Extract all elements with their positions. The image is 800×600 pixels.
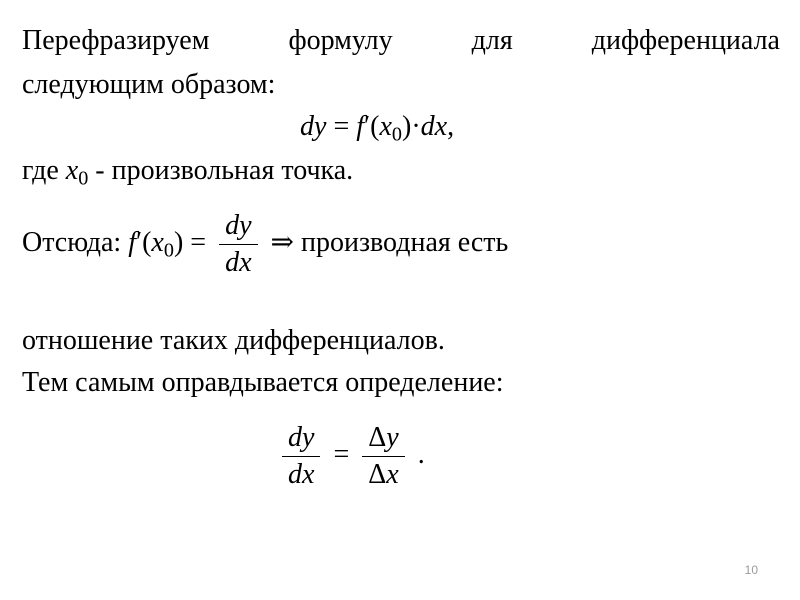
hence-subscript: 0 <box>163 239 174 262</box>
hence-x: x <box>151 226 164 258</box>
implies-icon: ⇒ <box>270 226 294 258</box>
formula-comma: , <box>447 111 455 142</box>
where-subscript: 0 <box>78 167 89 190</box>
intro-word: формулу <box>288 25 393 56</box>
formula-lparen: ( <box>370 111 380 142</box>
right-denominator <box>362 457 404 493</box>
hence-rparen: ) <box>173 226 184 258</box>
fraction-denominator: dx <box>225 247 252 278</box>
hence-prefix: Отсюда: <box>22 226 129 258</box>
formula-subscript: 0 <box>391 123 402 146</box>
where-x: x <box>65 155 79 186</box>
formula-f: f <box>356 111 365 142</box>
formula-equals: = <box>333 111 350 142</box>
definition-formula <box>276 420 425 493</box>
delta-icon: Δ <box>368 422 387 453</box>
differential-formula <box>300 110 454 144</box>
right-denominator-var: x <box>386 459 399 490</box>
hence-f: f <box>128 226 136 258</box>
where-suffix: - произвольная точка. <box>88 155 354 186</box>
intro-word: Перефразируем <box>22 25 210 56</box>
intro-line-1 <box>22 24 780 58</box>
definition-line: Тем самым оправдывается определение: <box>22 367 504 398</box>
hence-prime: ′ <box>135 226 143 258</box>
right-fraction <box>362 420 404 493</box>
ratio-line: отношение таких дифференциалов. <box>22 325 445 356</box>
right-numerator <box>362 420 404 456</box>
formula-dx: dx <box>420 111 448 142</box>
formula-dot: · <box>411 111 421 142</box>
left-denominator: dx <box>288 459 315 490</box>
formula-dy: dy <box>300 111 327 142</box>
where-line <box>22 154 353 188</box>
fraction-numerator: dy <box>225 210 252 241</box>
definition-period: . <box>417 438 425 470</box>
hence-equals: = <box>183 226 207 258</box>
intro-word: дифференциала <box>591 25 780 56</box>
intro-word: для <box>471 25 513 56</box>
dy-dx-fraction <box>219 208 257 281</box>
formula-rparen: ) <box>401 111 412 142</box>
delta-icon: Δ <box>368 459 387 490</box>
formula-x: x <box>379 111 392 142</box>
right-numerator-var: y <box>386 422 399 453</box>
formula-prime: ′ <box>364 111 371 142</box>
hence-lparen: ( <box>142 226 152 258</box>
where-prefix: где <box>22 155 66 186</box>
page-number: 10 <box>744 563 758 577</box>
left-numerator: dy <box>288 422 315 453</box>
hence-line <box>22 208 508 281</box>
intro-line-2: следующим образом: <box>22 69 276 100</box>
hence-suffix: производная есть <box>293 226 509 258</box>
definition-equals: = <box>333 438 350 470</box>
left-fraction <box>282 420 320 493</box>
